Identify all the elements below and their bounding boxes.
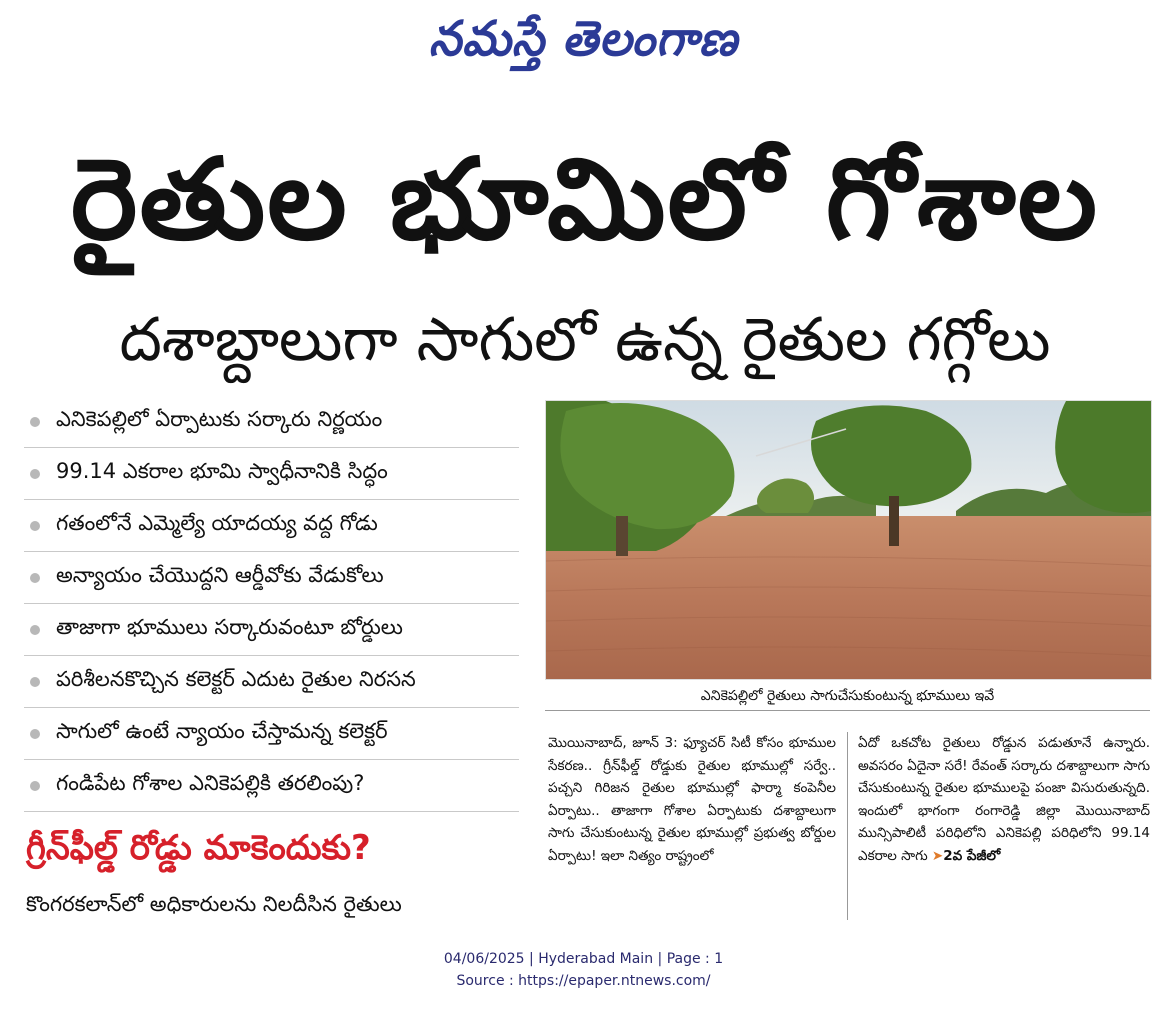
- bullet-text: పరిశీలనకొచ్చిన కలెక్టర్ ఎదుట రైతుల నిరసన: [56, 666, 416, 691]
- bullet-text: ఎనికెపల్లిలో ఏర్పాటుకు సర్కారు నిర్ణయం: [56, 406, 383, 431]
- bullet-text: తాజాగా భూములు సర్కారువంటూ బోర్డులు: [56, 614, 403, 639]
- headline: రైతుల భూమిలో గోశాల: [70, 135, 1100, 265]
- column-divider: [847, 732, 848, 920]
- bullet-dot-icon: [30, 417, 40, 427]
- bullet-item: [24, 448, 519, 500]
- bullet-dot-icon: [30, 573, 40, 583]
- bullet-item: [24, 500, 519, 552]
- bullet-dot-icon: [30, 729, 40, 739]
- bullet-item: [24, 552, 519, 604]
- article-column-2-text: ఏదో ఒకచోట రైతులు రోడ్డున పడుతూనే ఉన్నారు. అవసరం ఏదైనా సరే! రేవంత్ సర్కారు దశాబ్దాలుగా సాగు చేసుకుంటున్న రైతుల భూములపై పంజా విసురుతున్నది. ఇందులో భాగంగా రంగారెడ్డి జిల్లా మొయినాబాద్ మున్సిపాలిటీ పరిధిలోని ఎనికెపల్లి పరిధిలోని 99.14 ఎకరాల సాగు: [858, 735, 1150, 864]
- bullet-item: [24, 708, 519, 760]
- article-column-1: మొయినాబాద్, జూన్ 3: ఫ్యూచర్ సిటీ కోసం భూముల సేకరణ.. గ్రీన్‌ఫీల్డ్ రోడ్డుకు రైతుల భూముల్లో సర్వే.. పచ్చని గిరిజన రైతుల భూముల్లో ఫార్మా కంపెనీల ఏర్పాటు.. తాజాగా గోశాల ఏర్పాటుకు దశాబ్దాలుగా సాగు చేసుకుంటున్న రైతుల భూముల్లో ప్రభుత్వ బోర్డుల ఏర్పాటు! ఇలా నిత్యం రాష్ట్రంలో: [548, 735, 836, 864]
- footer: [0, 948, 1167, 992]
- side-story-heading: గ్రీన్‌ఫీల్డ్ రోడ్డు మాకెందుకు?: [26, 828, 371, 868]
- footer-source: Source : https://epaper.ntnews.com/: [456, 973, 711, 989]
- bullet-dot-icon: [30, 521, 40, 531]
- farmland-photo: [545, 400, 1152, 680]
- article-column-2: [858, 732, 1150, 920]
- bullet-item: [24, 656, 519, 708]
- bullet-item: [24, 396, 519, 448]
- bullet-dot-icon: [30, 625, 40, 635]
- masthead-logo: నమస్తే తెలంగాణ: [428, 9, 739, 67]
- bullet-dot-icon: [30, 781, 40, 791]
- bullet-text: గండిపేట గోశాల ఎనికెపల్లికి తరలింపు?: [56, 770, 365, 795]
- bullet-text: సాగులో ఉంటే న్యాయం చేస్తామన్న కలెక్టర్: [56, 718, 388, 743]
- bullet-text: 99.14 ఎకరాల భూమి స్వాధీనానికి సిద్ధం: [56, 458, 388, 483]
- continued-arrow-icon: ➤: [931, 847, 944, 864]
- subheadline: దశాబ్దాలుగా సాగులో ఉన్న రైతుల గగ్గోలు: [119, 305, 1051, 375]
- footer-edition-info: 04/06/2025 | Hyderabad Main | Page : 1: [443, 951, 724, 967]
- bullet-list: [24, 396, 519, 812]
- side-story-subheading: కొంగరకలాన్‌లో అధికారులను నిలదీసిన రైతులు: [26, 892, 402, 916]
- continued-on-page-link[interactable]: 2వ పేజీలో: [943, 847, 1001, 864]
- bullet-item: [24, 604, 519, 656]
- bullet-text: అన్యాయం చేయొద్దని ఆర్డీవోకు వేడుకోలు: [56, 562, 384, 587]
- masthead: [0, 6, 1167, 70]
- bullet-dot-icon: [30, 469, 40, 479]
- bullet-dot-icon: [30, 677, 40, 687]
- bullet-item: [24, 760, 519, 812]
- bullet-text: గతంలోనే ఎమ్మెల్యే యాదయ్య వద్ద గోడు: [56, 510, 378, 535]
- photo-caption: ఎనికెపల్లిలో రైతులు సాగుచేసుకుంటున్న భూములు ఇవే: [545, 682, 1150, 711]
